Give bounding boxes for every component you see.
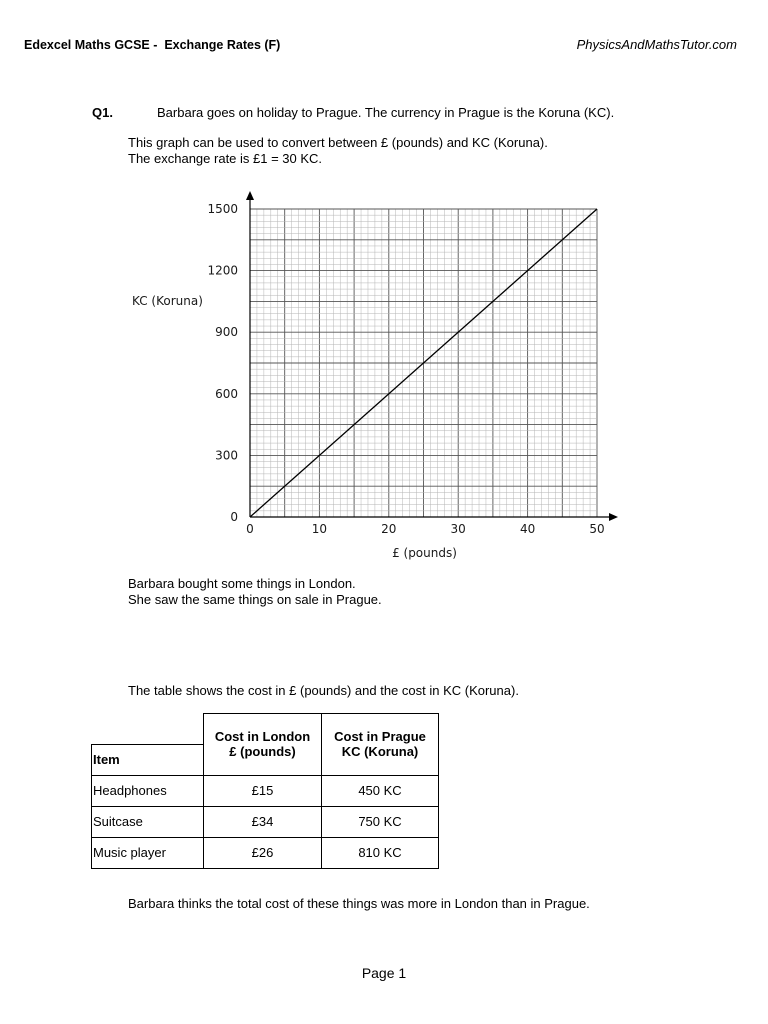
y-axis-label: KC (Koruna) [132,294,203,308]
table-row [92,775,439,806]
x-tick-label: 10 [311,522,328,536]
row-cost-prague: 810 KC [322,837,439,868]
x-tick-label: 50 [589,522,605,536]
table-intro: The table shows the cost in £ (pounds) and the cost in KC (Koruna). [128,683,519,698]
x-tick-label: 40 [519,522,536,536]
y-axis-arrow [246,191,254,200]
purchase-line1: Barbara bought some things in London. [128,576,356,591]
conclusion-text: Barbara thinks the total cost of these things was more in London than in Prague. [128,896,590,911]
row-cost-london: £26 [204,837,322,868]
y-tick-label: 300 [215,448,238,463]
x-tick-label: 0 [246,522,254,536]
row-cost-london: £34 [204,806,322,837]
row-cost-prague: 450 KC [322,775,439,806]
conversion-graph [110,190,630,565]
cost-table [91,713,439,869]
table-corner [92,714,204,745]
document-title: Edexcel Maths GCSE - Exchange Rates (F) [24,38,281,52]
site-name: PhysicsAndMathsTutor.com [576,37,737,52]
y-tick-label: 900 [215,325,238,340]
y-tick-label: 1500 [207,202,238,216]
y-tick-label: 1200 [207,263,238,278]
table-row [92,837,439,868]
header-cost-london [204,714,322,776]
purchase-description [128,576,382,608]
header-item: Item [92,744,204,775]
question-intro: Barbara goes on holiday to Prague. The currency in Prague is the Koruna (KC). [157,105,615,120]
row-cost-prague: 750 KC [322,806,439,837]
page-number: Page 1 [361,965,407,981]
x-tick-label: 30 [450,522,466,536]
y-tick-label: 600 [215,386,238,401]
row-cost-london: £15 [204,775,322,806]
table-row [92,806,439,837]
header-cost-prague [322,714,439,776]
row-item: Headphones [92,775,204,806]
x-axis-arrow [609,513,618,521]
header-cost-london-line2: £ (pounds) [229,744,296,760]
x-axis-label: £ (pounds) [392,546,457,560]
row-item: Music player [92,837,204,868]
purchase-line2: She saw the same things on sale in Prague. [128,592,382,607]
row-item: Suitcase [92,806,204,837]
graph-description-line1: This graph can be used to convert between £ (pounds) and KC (Koruna). [128,135,548,150]
y-tick-label: 0 [230,510,238,524]
x-tick-label: 20 [381,522,397,536]
question-number: Q1. [92,105,113,120]
header-cost-prague-line2: KC (Koruna) [341,744,419,760]
header-cost-london-line1: Cost in London [214,729,311,745]
header-cost-prague-line1: Cost in Prague [334,729,426,745]
graph-description-line2: The exchange rate is £1 = 30 KC. [128,151,323,166]
graph-description [128,135,548,167]
